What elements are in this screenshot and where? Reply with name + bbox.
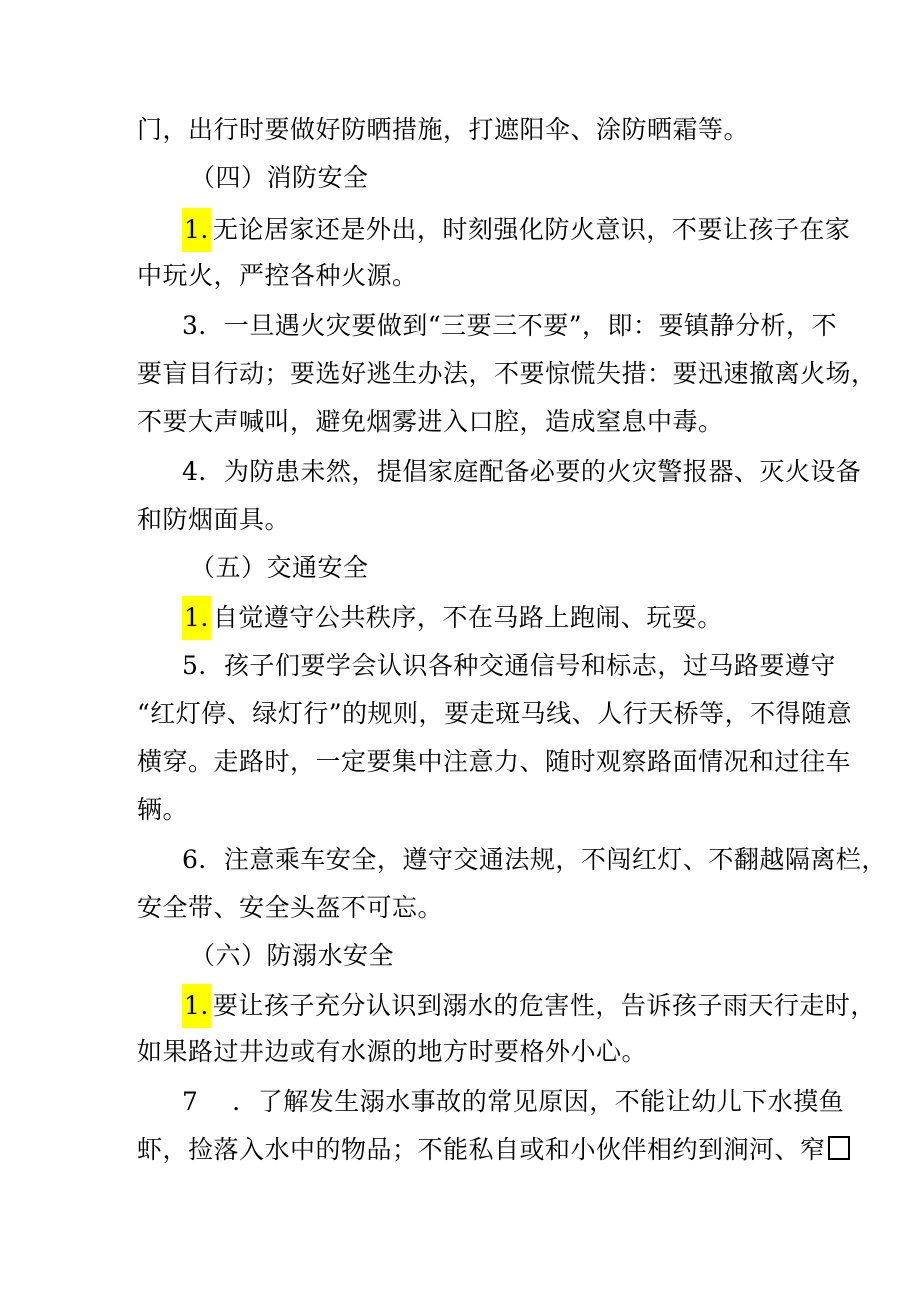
text-line [182, 984, 876, 1028]
text-line [137, 1130, 850, 1170]
section-heading-drowning-safety: （六）防溺水安全 [190, 941, 395, 970]
text-line: 安全带、安全头盔不可忘。 [137, 893, 444, 922]
text-line: 和防烟面具。 [137, 505, 291, 534]
text-line: 门，出行时要做好防晒措施，打遮阳伞、涂防晒霜等。 [137, 115, 750, 144]
missing-glyph-box-icon [828, 1136, 850, 1160]
text-line: 4．为防患未然，提倡家庭配备必要的火灾警报器、灭火设备 [182, 457, 862, 486]
text-line: 中玩火，严控各种火源。 [137, 261, 418, 290]
text-line: 不要大声喊叫，避免烟雾进入口腔，造成窒息中毒。 [137, 407, 724, 436]
text-line: 辆。 [137, 795, 189, 824]
highlighted-list-marker: 1. [182, 208, 211, 252]
text-line: “红灯停、绿灯行”的规则，要走斑马线、人行天桥等，不得随意 [137, 699, 853, 728]
text-line [182, 208, 850, 252]
text-segment: 无论居家还是外出，时刻强化防火意识，不要让孩子在家 [212, 215, 851, 244]
text-segment: 要让孩子充分认识到溺水的危害性，告诉孩子雨天行走时， [212, 991, 876, 1020]
text-line [182, 596, 723, 640]
highlighted-list-marker: 1. [182, 984, 211, 1028]
text-line: 6．注意乘车安全，遵守交通法规，不闯红灯、不翻越隔离栏， [182, 845, 887, 874]
text-line: 如果路过井边或有水源的地方时要格外小心。 [137, 1037, 648, 1066]
text-line: 横穿。走路时，一定要集中注意力、随时观察路面情况和过往车 [137, 747, 852, 776]
highlighted-list-marker: 1. [182, 596, 211, 640]
text-line: 5．孩子们要学会认识各种交通信号和标志，过马路要遵守 [182, 651, 836, 680]
text-line: 要盲目行动；要选好逃生办法，不要惊慌失措：要迅速撤离火场， [137, 359, 877, 388]
section-heading-traffic-safety: （五）交通安全 [190, 553, 369, 582]
text-line: 3．一旦遇火灾要做到“三要三不要”，即：要镇静分析，不 [182, 311, 837, 340]
text-segment: 虾，捡落入水中的物品；不能私自或和小伙伴相约到涧河、窄 [137, 1135, 826, 1164]
text-segment: 自觉遵守公共秩序，不在马路上跑闹、玩耍。 [212, 603, 723, 632]
text-line: 7 ．了解发生溺水事故的常见原因，不能让幼儿下水摸鱼 [182, 1087, 845, 1116]
section-heading-fire-safety: （四）消防安全 [190, 163, 369, 192]
